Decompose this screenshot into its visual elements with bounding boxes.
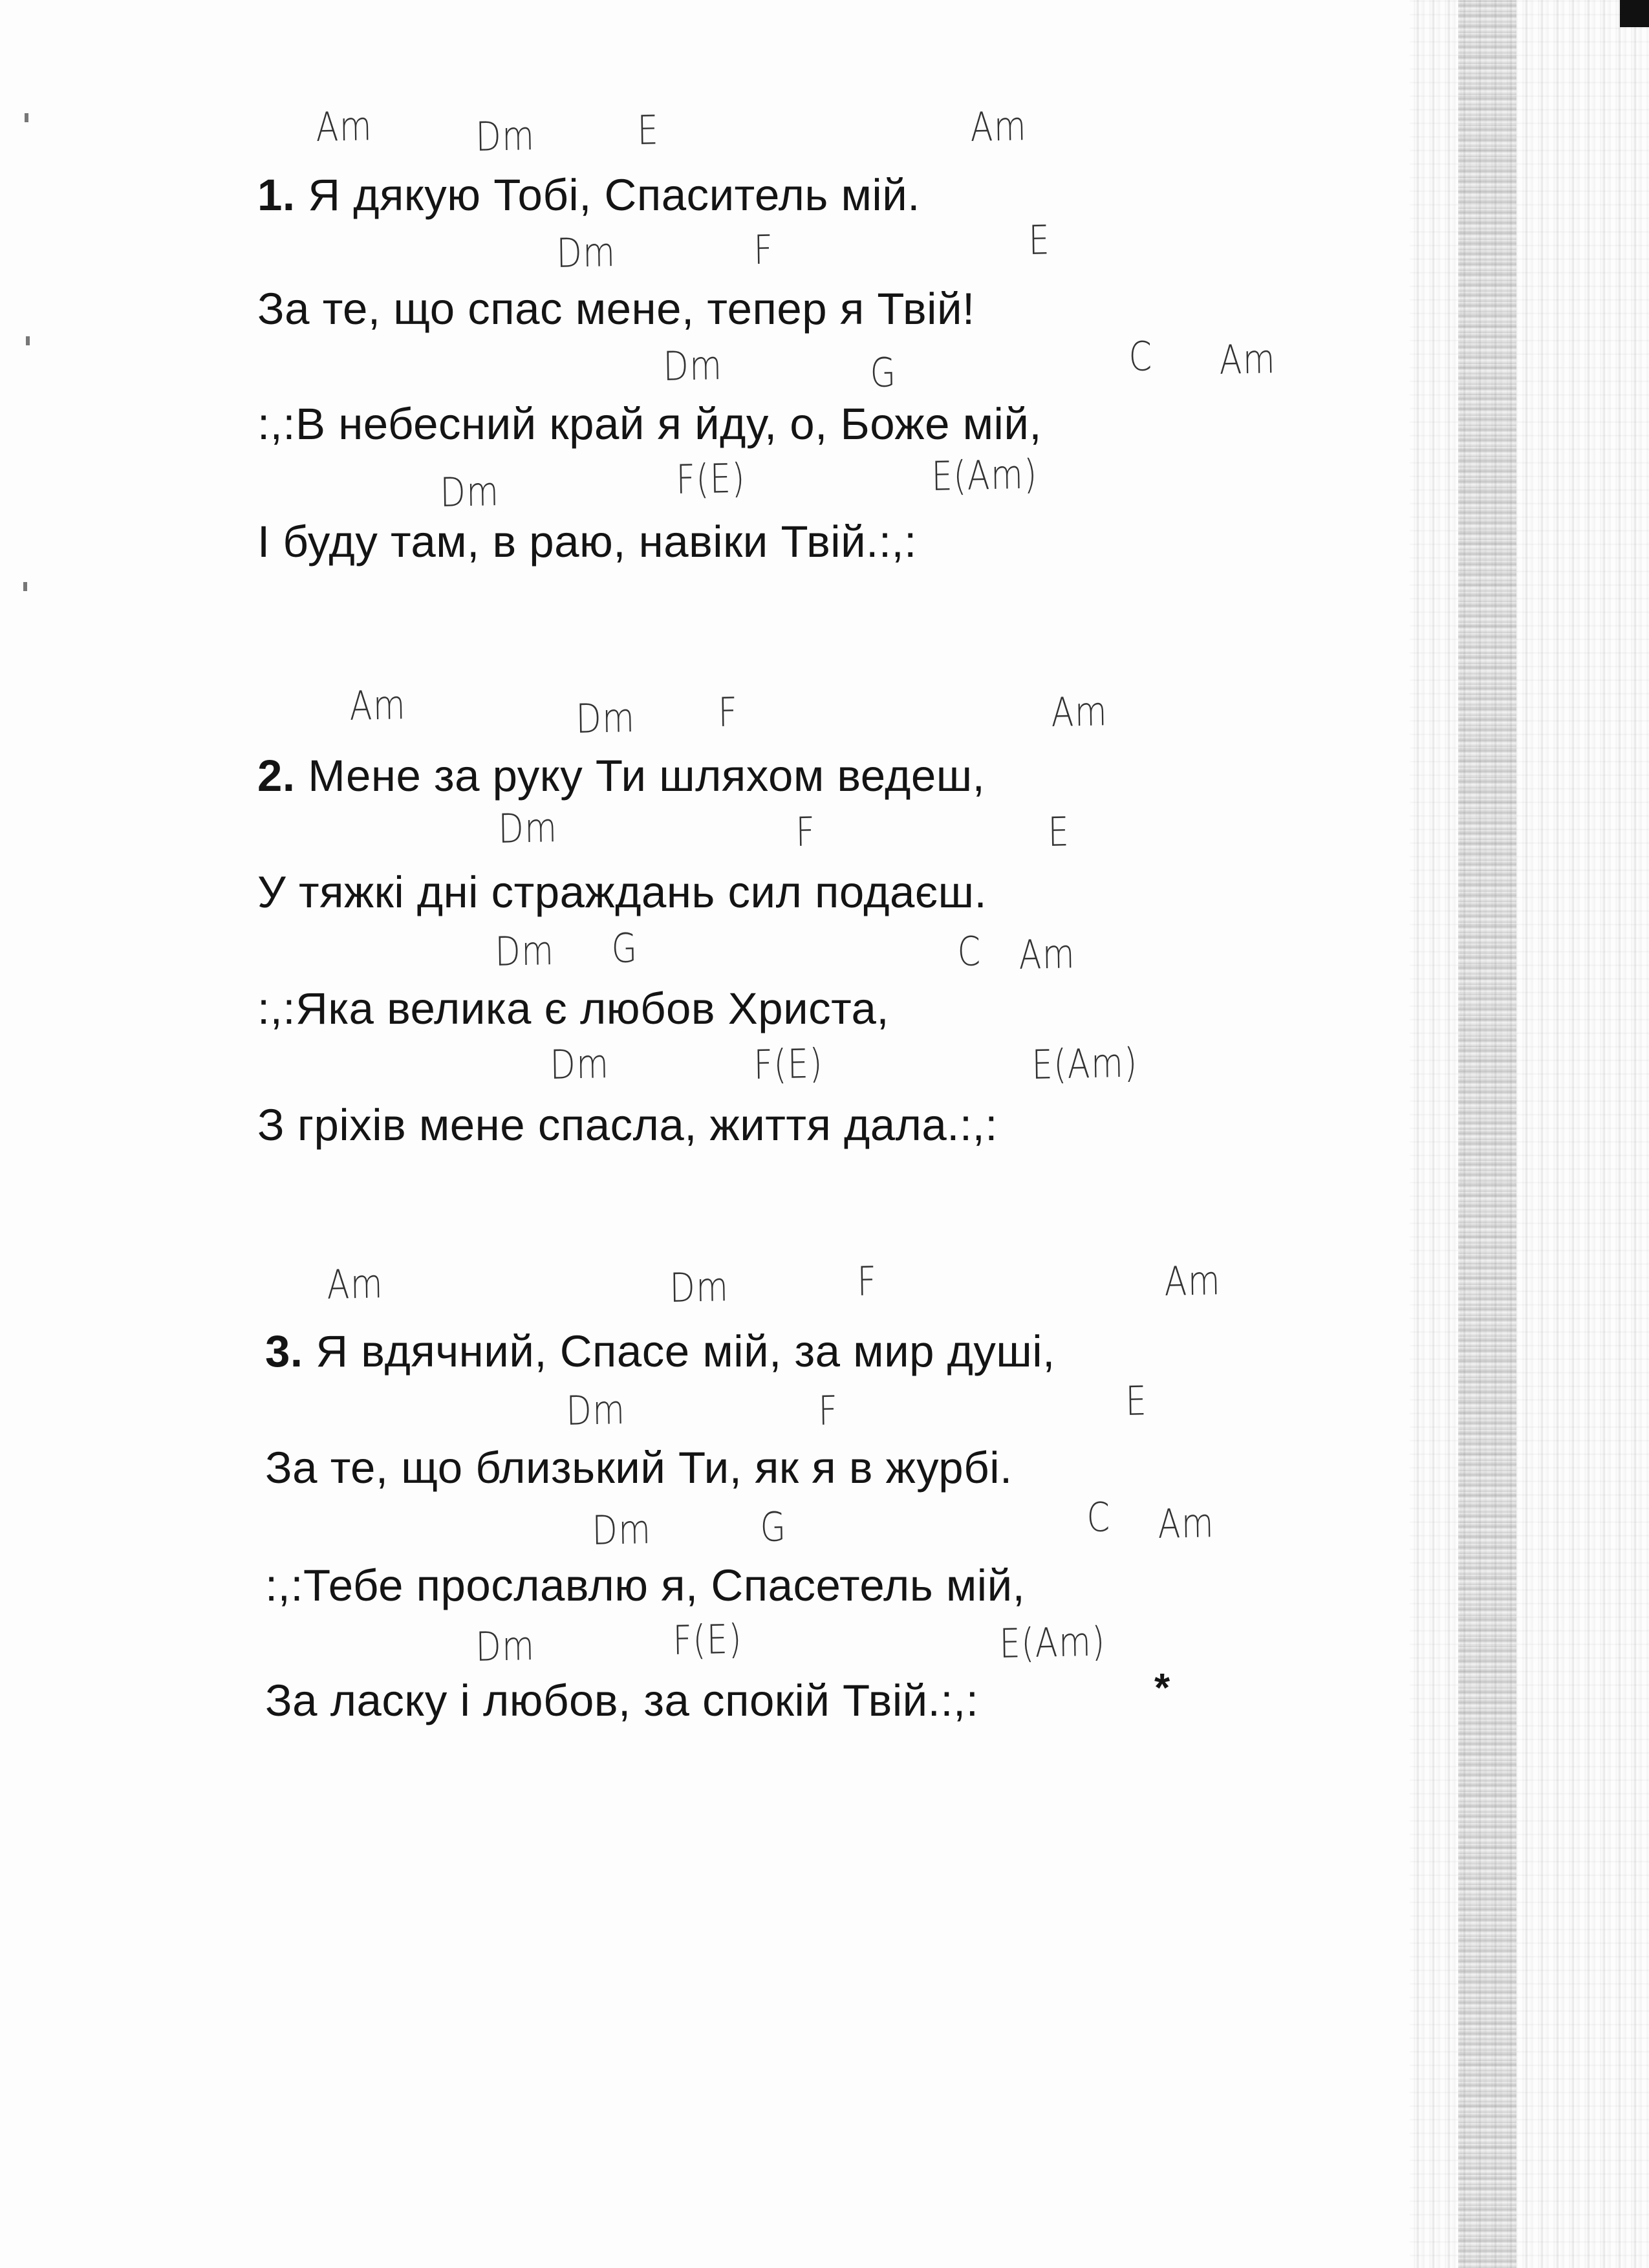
chord: E bbox=[637, 106, 660, 154]
lyric-line: У тяжкі дні страждань сил подаєш. bbox=[257, 867, 987, 917]
chord: E(Am) bbox=[1031, 1039, 1139, 1088]
chord: Dm bbox=[669, 1263, 729, 1312]
chord: Dm bbox=[566, 1386, 626, 1434]
lyric-line: :,:Яка велика є любов Христа, bbox=[257, 984, 890, 1033]
chord: G bbox=[760, 1503, 788, 1551]
chord: F(E) bbox=[676, 454, 746, 503]
chord: Dm bbox=[576, 694, 636, 742]
chord: Am bbox=[1158, 1499, 1215, 1548]
corner-mark bbox=[1620, 0, 1649, 27]
chord: Dm bbox=[440, 468, 500, 516]
lyric-line bbox=[257, 750, 985, 801]
footnote-asterisk: * bbox=[1154, 1666, 1170, 1711]
chord: F bbox=[857, 1257, 878, 1305]
chord: E bbox=[1028, 216, 1051, 264]
chord: G bbox=[611, 924, 639, 972]
chord: Am bbox=[1018, 930, 1076, 978]
lyric-text: Я дякую Тобі, Спаситель мій. bbox=[295, 170, 920, 220]
chord: F bbox=[795, 808, 816, 856]
scan-speck bbox=[25, 113, 28, 122]
lyric-line bbox=[257, 169, 920, 221]
chord: Am bbox=[316, 102, 373, 151]
chord: G bbox=[870, 349, 898, 396]
chord: Am bbox=[327, 1260, 384, 1308]
chord: E(Am) bbox=[999, 1617, 1106, 1667]
lyric-line: :,:Тебе прославлю я, Спасетель мій, bbox=[265, 1561, 1026, 1610]
chord: Dm bbox=[592, 1506, 652, 1554]
chord: F bbox=[718, 688, 738, 736]
lyric-text: Я вдячний, Спасе мій, за мир душі, bbox=[303, 1326, 1055, 1376]
chord: F(E) bbox=[673, 1615, 743, 1664]
lyric-line: За те, що спас мене, тепер я Твій! bbox=[257, 284, 975, 334]
chord: Am bbox=[970, 102, 1028, 151]
lyric-line: За ласку і любов, за спокій Твій.:,: bbox=[265, 1676, 979, 1725]
chord: Dm bbox=[495, 927, 555, 975]
verse-number: 1. bbox=[257, 170, 296, 220]
chord: F bbox=[818, 1387, 839, 1434]
scan-speck bbox=[26, 336, 30, 345]
chord: Dm bbox=[498, 804, 558, 852]
chord: E(Am) bbox=[931, 450, 1039, 500]
chord: F(E) bbox=[753, 1039, 824, 1088]
chord: C bbox=[957, 927, 982, 975]
lyric-text: Мене за руку Ти шляхом ведеш, bbox=[295, 751, 986, 801]
chord: Dm bbox=[663, 341, 723, 390]
scan-speck bbox=[23, 582, 27, 591]
lyric-line: І буду там, в раю, навіки Твій.:,: bbox=[257, 517, 917, 567]
lyric-line: З гріхів мене спасла, життя дала.:,: bbox=[257, 1100, 998, 1150]
chord: Dm bbox=[550, 1040, 610, 1088]
chord: F bbox=[753, 226, 774, 274]
chord: E bbox=[1125, 1377, 1148, 1425]
chord: Dm bbox=[475, 1622, 535, 1670]
scanner-noise-strip bbox=[1458, 0, 1516, 2268]
chord: C bbox=[1086, 1493, 1112, 1541]
scanner-noise-band bbox=[1410, 0, 1649, 2268]
chord: E bbox=[1048, 808, 1070, 856]
verse-number: 3. bbox=[265, 1326, 303, 1376]
lyric-line: За те, що близький Ти, як я в журбі. bbox=[265, 1443, 1013, 1493]
chord: Am bbox=[1164, 1257, 1222, 1305]
chord: Dm bbox=[556, 228, 616, 277]
verse-number: 2. bbox=[257, 751, 296, 801]
chord: Am bbox=[1219, 335, 1277, 383]
lyric-line bbox=[265, 1326, 1055, 1377]
chord: Dm bbox=[475, 112, 535, 160]
lyric-line: :,:В небесний край я йду, о, Боже мій, bbox=[257, 399, 1042, 449]
chord: Am bbox=[349, 681, 407, 729]
chord: C bbox=[1128, 332, 1154, 380]
chord: Am bbox=[1051, 687, 1108, 736]
